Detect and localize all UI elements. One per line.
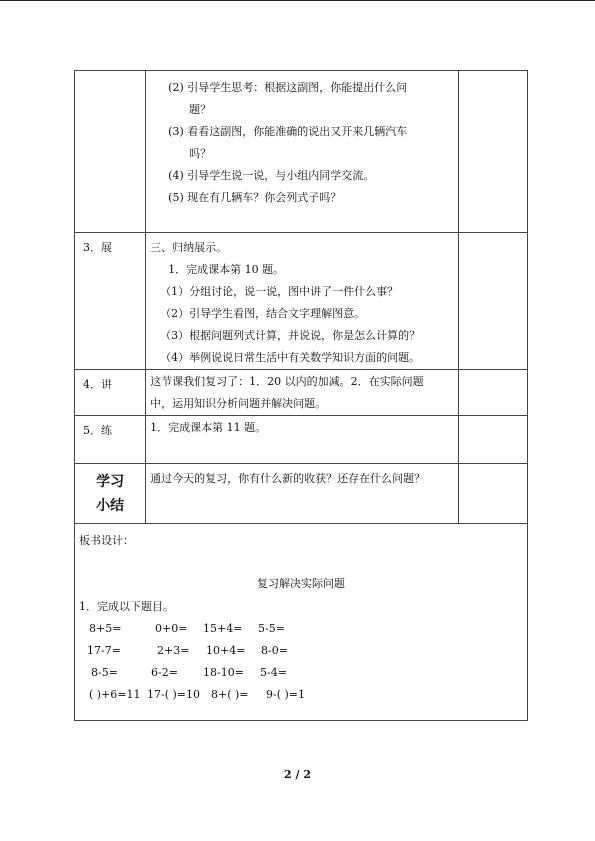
step-label-cell: [75, 416, 146, 464]
text-line: （1）分组讨论，说一说，图中讲了一件什么事？: [160, 285, 399, 298]
notes-cell: [458, 233, 527, 370]
equation: 8-0=: [261, 644, 288, 657]
equation: 8+5=: [89, 622, 122, 635]
lesson-plan-table: [74, 70, 528, 721]
text-line: (2) 引导学生思考：根据这副图，你能提出什么问: [168, 81, 408, 94]
text-line: (4) 引导学生说一说，与小组内同学交流。: [168, 169, 375, 182]
step-label-cell: [75, 233, 146, 370]
equation: 6-2=: [151, 666, 178, 679]
equation: 8+( )=: [211, 688, 249, 701]
notes-cell: [458, 370, 527, 416]
table-row: [75, 464, 528, 524]
step-label-cell: [75, 71, 146, 233]
equation: 0+0=: [155, 622, 188, 635]
step-content-cell: [146, 233, 459, 370]
board-item: 1．完成以下题目。: [79, 600, 174, 613]
notes-cell: [458, 464, 527, 524]
text-line: 题？: [189, 103, 212, 116]
equation: 15+4=: [203, 622, 243, 635]
text-line: (3) 看看这副图，你能准确的说出又开来几辆汽车: [168, 125, 408, 138]
text-line: 这节课我们复习了：1．20 以内的加减。2．在实际问题: [150, 375, 424, 388]
summary-text: 通过今天的复习，你有什么新的收获？还存在什么问题？: [150, 472, 426, 485]
summary-content-cell: [146, 464, 459, 524]
text-line: （3）根据问题列式计算，并说说，你是怎么计算的？: [160, 329, 421, 342]
equation: 17-( )=10: [147, 688, 201, 701]
step-label: 4．讲: [83, 378, 112, 391]
board-design-cell: [75, 524, 528, 721]
page-number: 2 / 2: [284, 768, 311, 781]
text-line: (5) 现在有几辆车？你会列式子吗？: [168, 191, 342, 204]
summary-label: 学习 小结: [96, 474, 125, 514]
board-label: 板书设计：: [79, 534, 134, 547]
text-line: 1．完成课本第 10 题。: [168, 263, 285, 276]
header-rule: [0, 0, 595, 1]
text-line: 吗？: [189, 147, 212, 160]
equation: 9-( )=1: [266, 688, 306, 701]
text-line: （2）引导学生看图，结合文字理解图意。: [160, 307, 366, 320]
step-label: 3．展: [83, 241, 112, 254]
text-line: （4）举例说说日常生活中有关数学知识方面的问题。: [160, 351, 421, 364]
notes-cell: [458, 71, 527, 233]
equation: 2+3=: [157, 644, 190, 657]
table-row: [75, 416, 528, 464]
step-label-cell: [75, 370, 146, 416]
step-label: 5．练: [83, 424, 112, 437]
equation: 8-5=: [91, 666, 118, 679]
step-content-cell: [146, 416, 459, 464]
equation: 10+4=: [206, 644, 246, 657]
step-content-cell: [146, 370, 459, 416]
text-line: 中，运用知识分析问题并解决问题。: [150, 397, 327, 410]
notes-cell: [458, 416, 527, 464]
step-content-cell: [146, 71, 459, 233]
equation: ( )+6=11: [89, 688, 141, 701]
table-row: [75, 524, 528, 721]
text-line: 三、归纳展示。: [150, 241, 228, 254]
table-row: [75, 71, 528, 233]
table-row: [75, 370, 528, 416]
table-row: [75, 233, 528, 370]
summary-label-cell: [75, 464, 146, 524]
equation: 5-4=: [260, 666, 287, 679]
board-title: 复习解决实际问题: [257, 577, 345, 590]
equation: 18-10=: [203, 666, 244, 679]
equation: 5-5=: [258, 622, 285, 635]
text-line: 1．完成课本第 11 题。: [150, 421, 267, 434]
equation: 17-7=: [87, 644, 121, 657]
